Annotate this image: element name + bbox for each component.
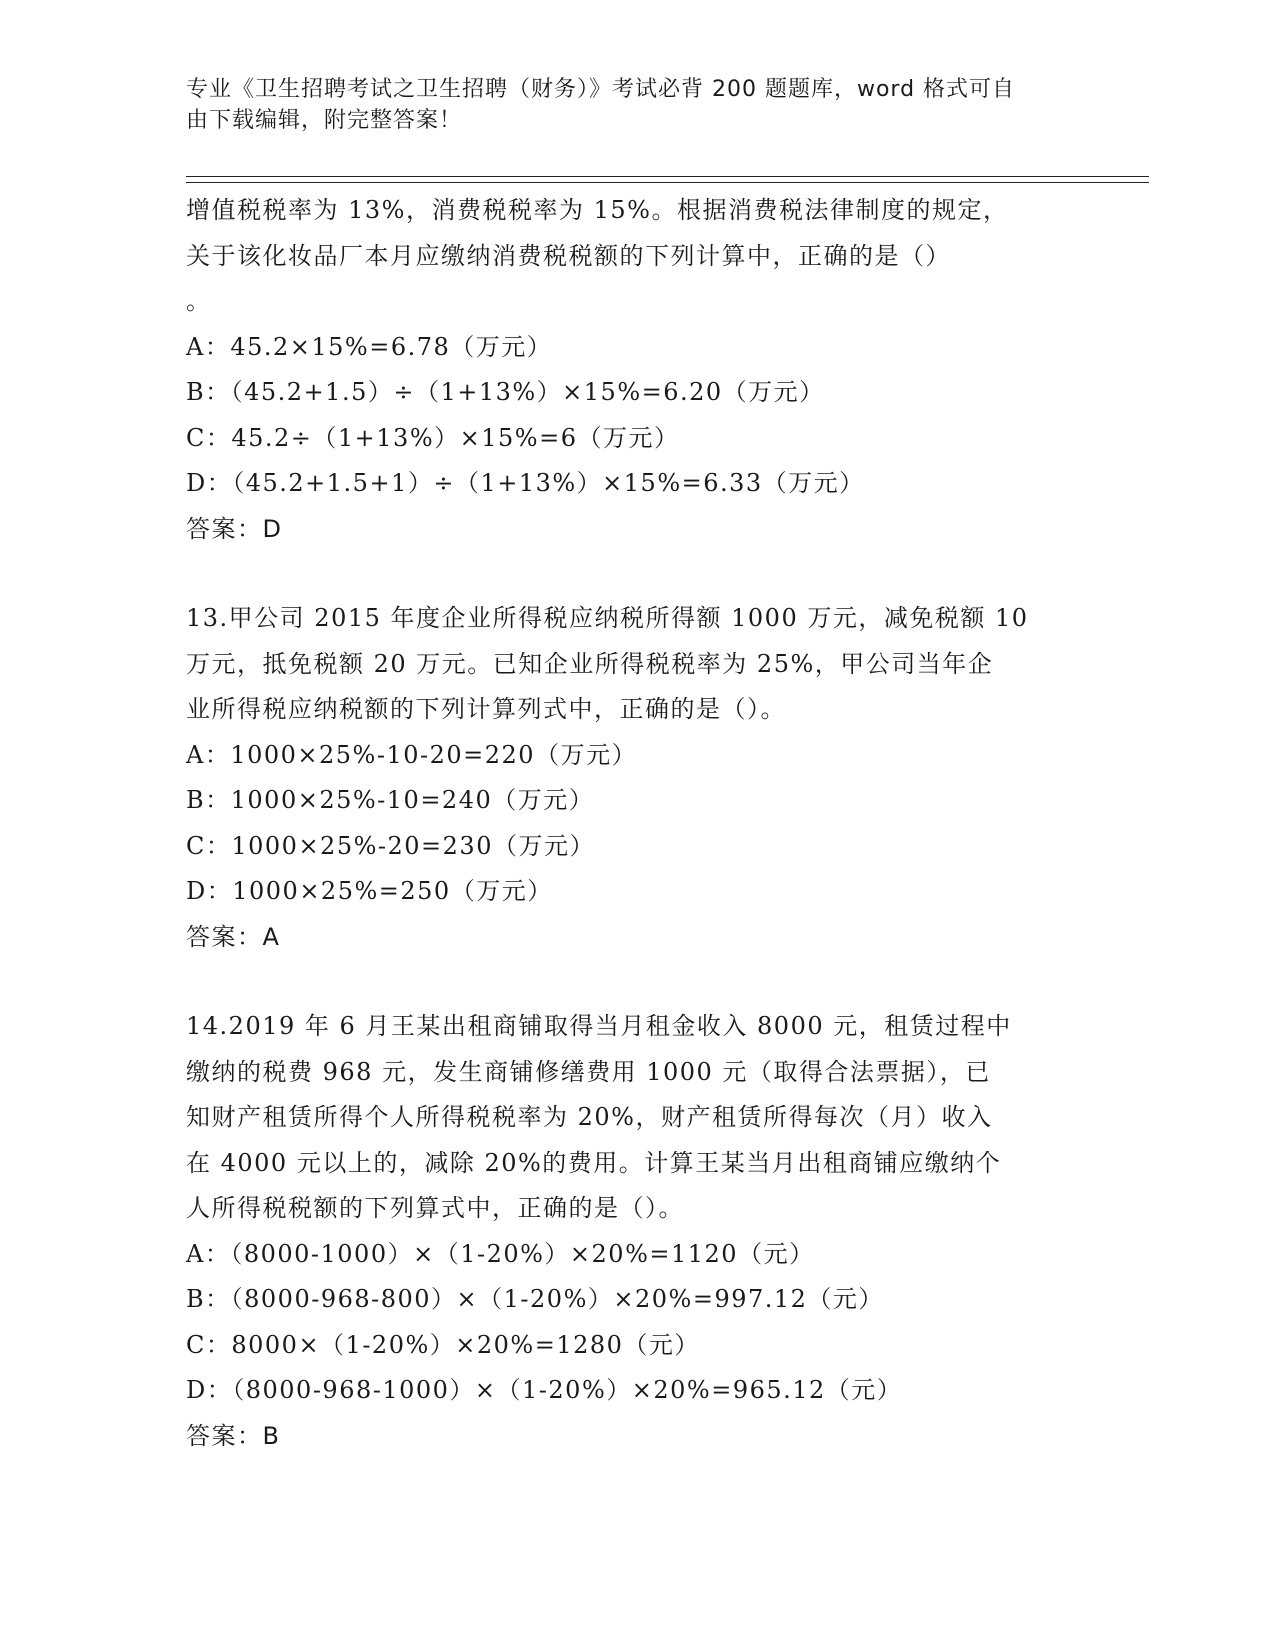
question-list [186,188,1086,1459]
option-list [186,733,1086,915]
option-d: D：（8000-968-1000）×（1-20%）×20%=965.12（元） [186,1376,903,1404]
stem-line: 缴纳的税费 968 元，发生商铺修缮费用 1000 元（取得合法票据），已 [186,1057,991,1086]
spacer [186,552,1086,596]
stem-line: 。 [186,287,212,315]
option-d: D：（45.2+1.5+1）÷（1+13%）×15%=6.33（万元） [186,469,865,497]
option-list [186,325,1086,507]
spacer [186,960,1086,1004]
option-a: A：1000×25%-10-20=220（万元） [186,740,638,769]
stem-line: 在 4000 元以上的，减除 20%的费用。计算王某当月出租商铺应缴纳个 [186,1148,1002,1177]
option-list [186,1232,1086,1414]
option-d: D：1000×25%=250（万元） [186,877,553,905]
answer-line: 答案：D [186,514,283,543]
stem-line: 14.2019 年 6 月王某出租商铺取得当月租金收入 8000 元，租赁过程中 [186,1012,1012,1040]
option-c: C：8000×（1-20%）×20%=1280（元） [186,1330,700,1359]
header-line: 由下载编辑，附完整答案！ [186,108,463,133]
answer-line: 答案：A [186,922,281,951]
stem-line: 人所得税税额的下列算式中，正确的是（）。 [186,1194,684,1222]
question-stem [186,596,1086,733]
option-b: B：（45.2+1.5）÷（1+13%）×15%=6.20（万元） [186,378,825,406]
stem-line: 增值税税率为 13%，消费税税率为 15%。根据消费税法律制度的规定， [186,196,1009,224]
answer-line: 答案：B [186,1421,281,1450]
stem-line: 关于该化妆品厂本月应缴纳消费税税额的下列计算中，正确的是（） [186,241,951,270]
option-a: A：（8000-1000）×（1-20%）×20%=1120（元） [186,1239,815,1268]
question-12 [186,188,1086,552]
option-c: C：1000×25%-20=230（万元） [186,831,595,860]
header-line: 专业《卫生招聘考试之卫生招聘（财务）》考试必背 200 题题库，word 格式可自 [186,77,1016,102]
question-stem [186,188,1086,325]
option-b: B：（8000-968-800）×（1-20%）×20%=997.12（元） [186,1285,884,1313]
stem-line: 知财产租赁所得个人所得税税率为 20%，财产租赁所得每次（月）收入 [186,1103,993,1131]
header-divider [186,176,1149,183]
question-13 [186,596,1086,960]
question-stem [186,1004,1086,1232]
option-c: C：45.2÷（1+13%）×15%=6（万元） [186,423,680,452]
option-b: B：1000×25%-10=240（万元） [186,786,595,814]
stem-line: 业所得税应纳税额的下列计算列式中，正确的是（）。 [186,695,786,723]
document-header [186,74,1066,136]
stem-line: 万元，抵免税额 20 万元。已知企业所得税税率为 25%，甲公司当年企 [186,649,994,678]
question-14 [186,1004,1086,1459]
stem-line: 13.甲公司 2015 年度企业所得税应纳税所得额 1000 万元，减免税额 10 [186,604,1029,632]
option-a: A：45.2×15%=6.78（万元） [186,332,553,361]
